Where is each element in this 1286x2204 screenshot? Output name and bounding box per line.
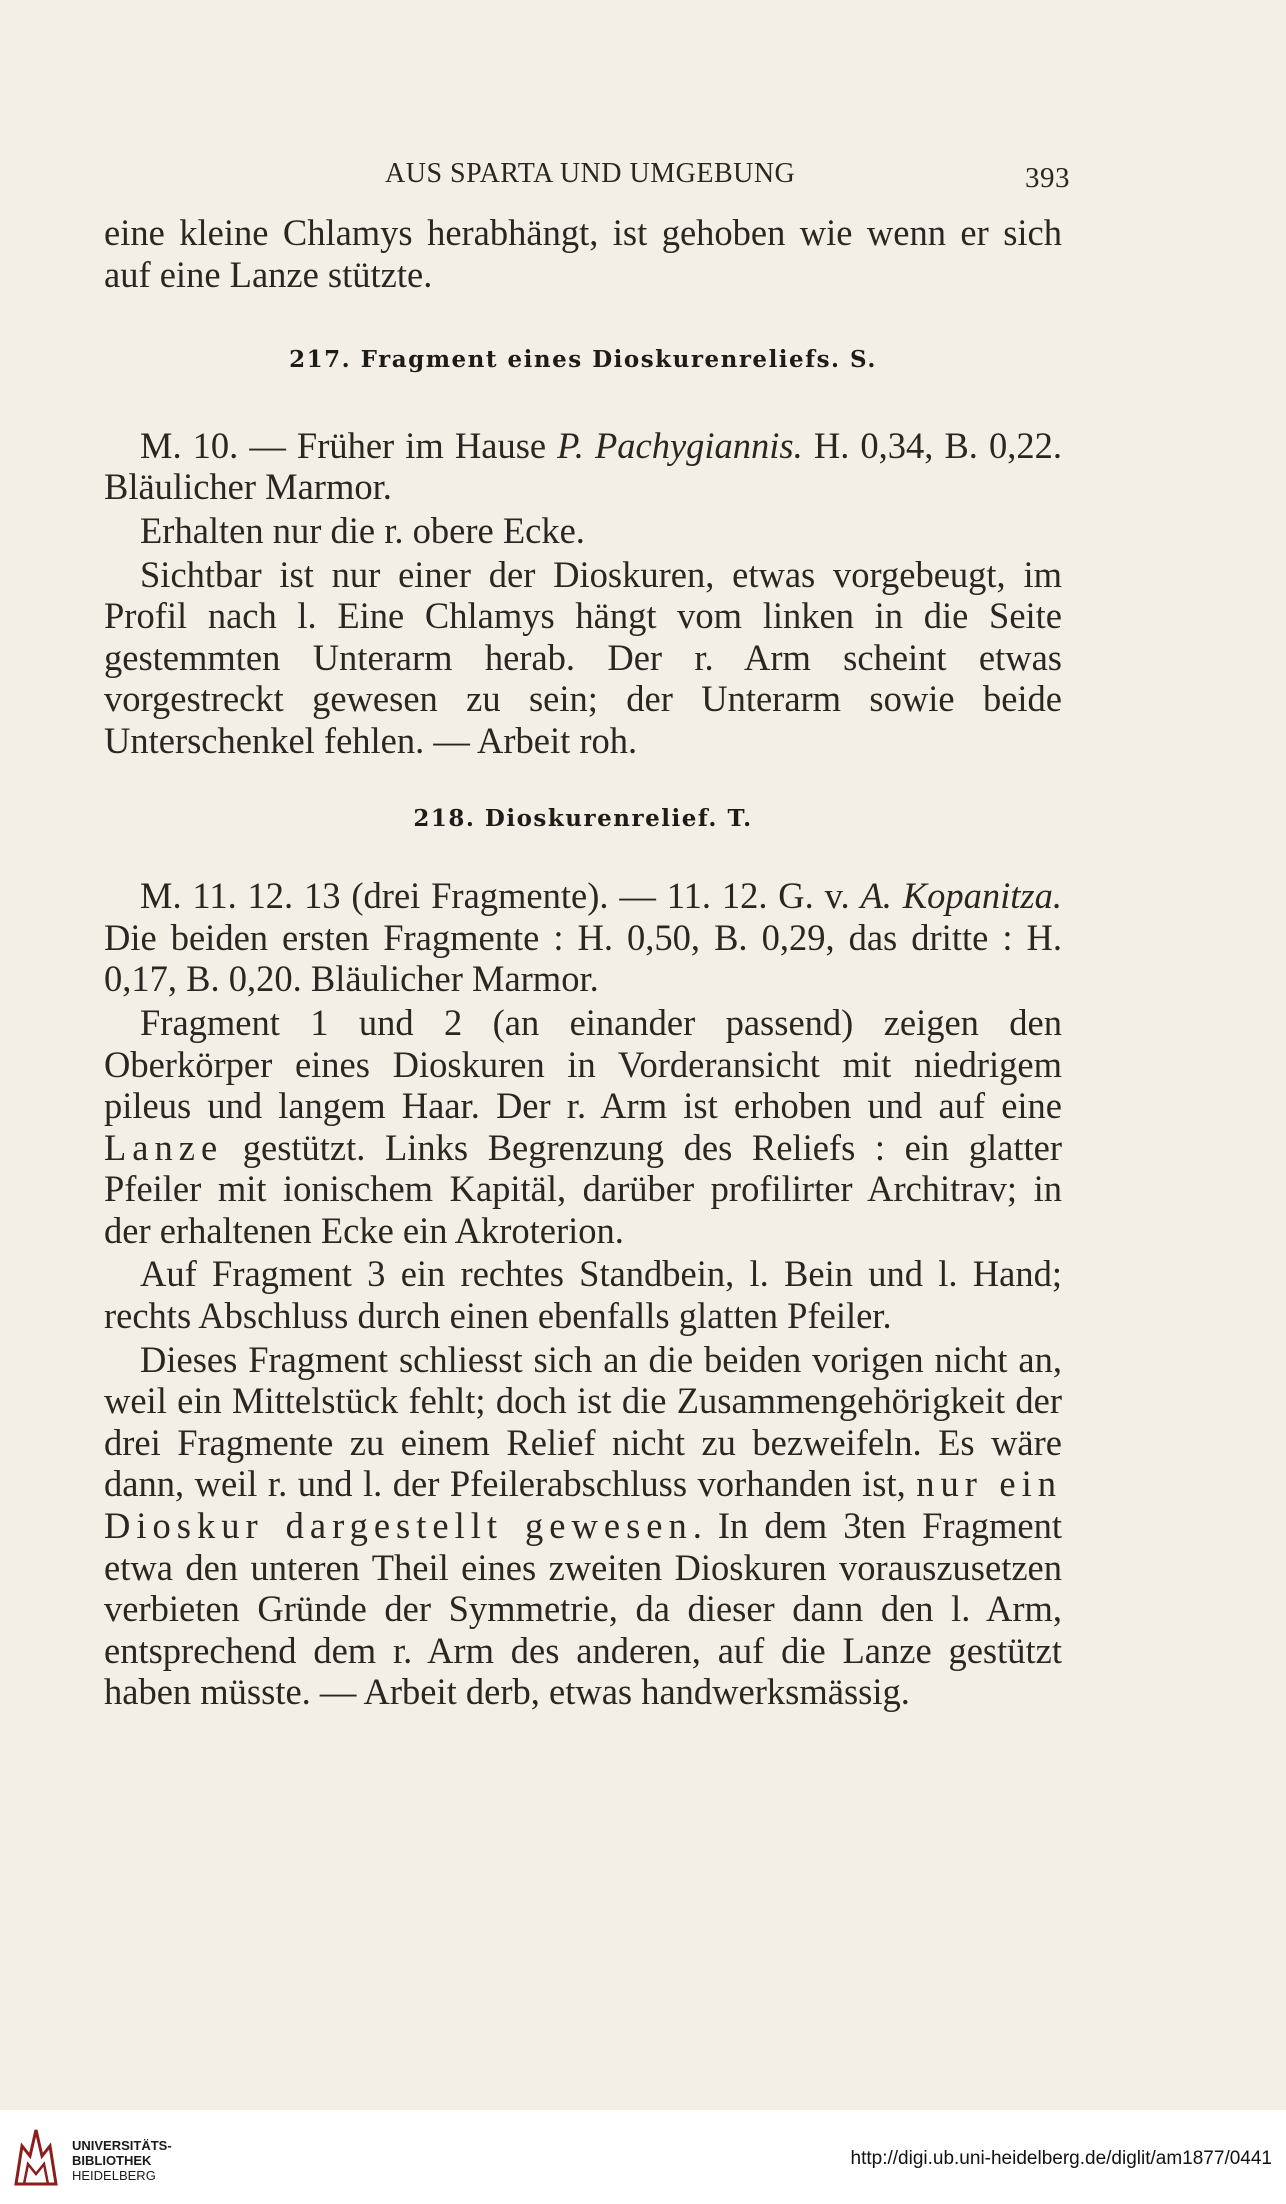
entry-218-paragraph-4 (104, 1339, 1062, 1713)
source-url-link[interactable]: http://digi.ub.uni-heidelberg.de/diglit/am1877/0441 (850, 2148, 1272, 2169)
entry-218-p1-text: M. 11. 12. 13 (drei Fragmente). — 11. 12. G. v. (140, 875, 861, 917)
entry-218-p4-spaced: nur ein Dioskur dargestellt gewesen (104, 1463, 1063, 1547)
university-seal-icon (12, 2126, 60, 2188)
entry-218-p2-text-end: gestützt. Links Begrenzung des Reliefs : ein glatter Pfeiler mit ionischem Kapitäl, darüber profilirter Architrav; in der erhaltenen Ecke ein Akroterion. (104, 1126, 1062, 1251)
entry-217-paragraph-3: Sichtbar ist nur einer der Dioskuren, etwas vorgebeugt, im Profil nach l. Eine Chlamys hängt vom linken in die Seite gestemmten Unterarm herab. Der r. Arm scheint etwas vorgestreckt gewesen zu sein; der Unterarm sowie beide Unterschenkel fehlen. — Arbeit roh. (104, 553, 1062, 761)
entry-217-paragraph-1 (104, 425, 1062, 508)
entry-218-paragraph-1 (104, 875, 1062, 1000)
running-title: AUS SPARTA UND UMGEBUNG (385, 158, 796, 189)
entry-217-paragraph-2: Erhalten nur die r. obere Ecke. (140, 509, 585, 551)
entry-218-paragraph-2 (104, 1002, 1062, 1252)
library-name (72, 2138, 172, 2183)
entry-217-p1-text: M. 10. — Früher im Hause (140, 424, 558, 466)
entry-217-p1-italic: P. Pachygiannis. (557, 424, 803, 466)
entry-218-p2-spaced: Lanze (104, 1126, 224, 1168)
entry-218-p4-text: Dieses Fragment schliesst sich an die beiden vorigen nicht an, weil ein Mittelstück fehlt; doch ist die Zusammengehörigkeit der drei Fragmente zu einem Relief nicht zu bezweifeln. Es wäre dann, weil r. und l. der Pfeilerabschluss vorhanden ist, (104, 1338, 1062, 1505)
entry-218-heading: 218. Dioskurenrelief. T. (413, 804, 753, 832)
library-name-line-3: HEIDELBERG (72, 2168, 156, 2183)
page-body (104, 212, 1062, 1713)
intro-paragraph: eine kleine Chlamys herabhängt, ist gehoben wie wenn er sich auf eine Lanze stützte. (104, 212, 1062, 295)
library-name-line-1: UNIVERSITÄTS- (72, 2138, 172, 2153)
entry-218-p1-text-end: Die beiden ersten Fragmente : H. 0,50, B. 0,29, das dritte : H. 0,17, B. 0,20. Bläulicher Marmor. (104, 916, 1062, 1000)
entry-218-p4-text-end: . In dem 3ten Fragment etwa den unteren Theil eines zweiten Dioskuren vorauszusetzen verbieten Gründe der Symmetrie, da dieser dann den l. Arm, entsprechend dem r. Arm des anderen, auf die Lanze gestützt haben müsste. — Arbeit derb, etwas handwerksmässig. (104, 1505, 1063, 1713)
library-name-line-2: BIBLIOTHEK (72, 2153, 152, 2168)
entry-217-p1-text-end: H. 0,34, B. 0,22. Bläulicher Marmor. (104, 424, 1062, 508)
entry-218-paragraph-3: Auf Fragment 3 ein rechtes Standbein, l. Bein und l. Hand; rechts Abschluss durch einen ebenfalls glatten Pfeiler. (104, 1253, 1062, 1337)
entry-218-p1-italic: A. Kopanitza. (860, 875, 1062, 917)
entry-218-p2-text: Fragment 1 und 2 (an einander passend) zeigen den Oberkörper eines Dioskuren in Vorderansicht mit niedrigem pileus und langem Haar. Der r. Arm ist erhoben und auf eine (104, 1001, 1062, 1127)
page-number: 393 (1025, 162, 1070, 194)
entry-217-heading: 217. Fragment eines Dioskurenreliefs. S. (289, 346, 877, 374)
